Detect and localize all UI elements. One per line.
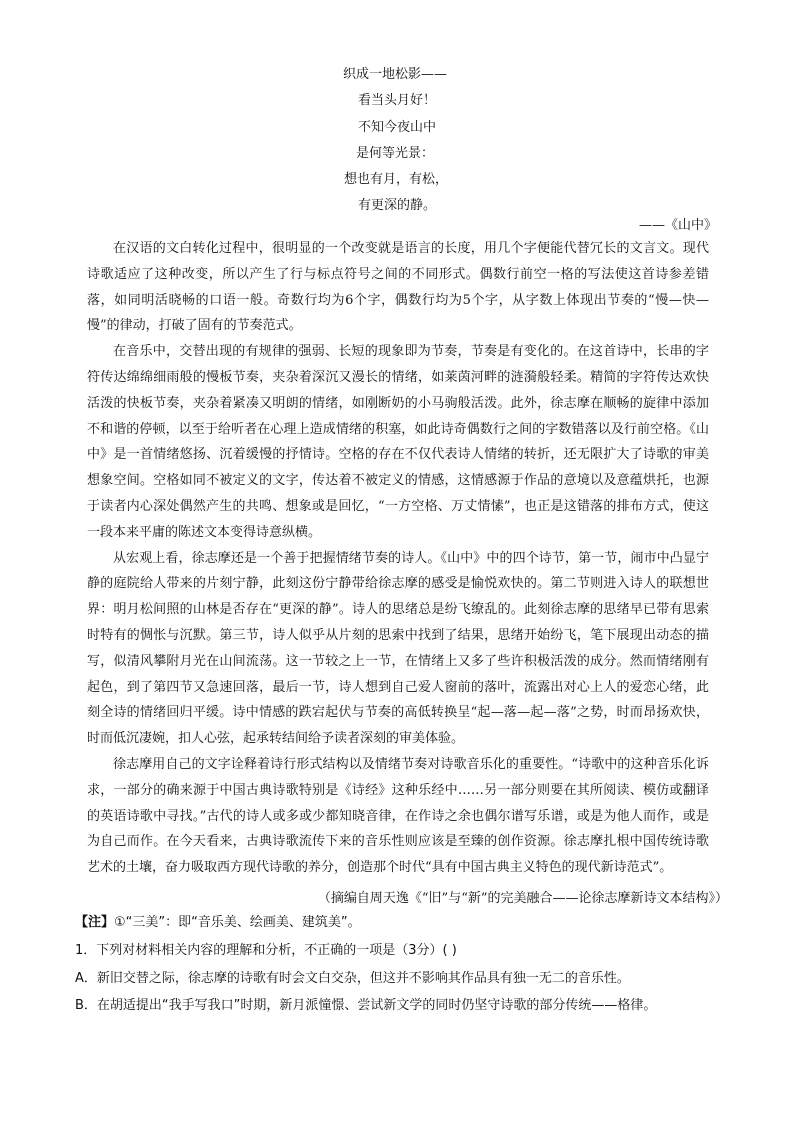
footnote-label: 【注】 — [75, 915, 115, 930]
poem-line: 有更深的静。 — [358, 198, 437, 214]
poem-line: 织成一地松影—— — [343, 67, 448, 82]
poem-line: 不知今夜山中 — [358, 119, 437, 135]
article-paragraph: 在汉语的文白转化过程中，很明显的一个改变就是语言的长度，用几个字便能代替冗长的文言文。现代诗歌适应了这种改变，所以产生了行与标点符号之间的不同形式。偶数行前空一格的写法使这首诗参差错落，如同明活晓畅的口语一般。奇数行均为6个字，偶数行均为5个字，从字数上体现出节奏的“慢—快—慢”的律动，打破了固有的节奏范式。 — [87, 241, 709, 334]
poem-source: ——《山中》 — [638, 218, 717, 233]
question-option-a: A．新旧交替之际，徐志摩的诗歌有时会文白交杂，但这并不影响其作品具有独一无二的音乐性。 — [75, 971, 630, 986]
footnote — [75, 911, 361, 930]
poem-line: 是何等光景： — [356, 145, 435, 161]
article-citation: （摘编自周天逸《“旧”与“新”的完美融合——论徐志摩新诗文本结构》） — [317, 891, 728, 906]
question-stem: 1．下列对材料相关内容的理解和分析，不正确的一项是（3分）( ) — [75, 943, 457, 958]
poem-line: 看当头月好！ — [358, 93, 437, 109]
article-paragraph: 从宏观上看，徐志摩还是一个善于把握情绪节奏的诗人。《山中》中的四个诗节，第一节，闹市中凸显宁静的庭院给人带来的片刻宁静，此刻这份宁静带给徐志摩的感受是愉悦欢快的。第二节则进入诗人的联想世界：明月松间照的山林是否存在“更深的静”。诗人的思绪总是纷飞缭乱的。此刻徐志摩的思绪早已带有思索时特有的惆怅与沉默。第三节，诗人似乎从片刻的思索中找到了结果，思绪开始纷飞，笔下展现出动态的描写，似清风攀附月光在山间流荡。这一节较之上一节，在情绪上又多了些许积极活泼的成分。然而情绪刚有起色，到了第四节又急速回落，最后一节，诗人想到自己爱人窗前的落叶，流露出对心上人的爱恋心绪，此刻全诗的情绪回归平缓。诗中情感的跌宕起伏与节奏的高低转换呈“起—落—起—落”之势，时而昂扬欢快，时而低沉凄婉，扣人心弦，起承转结间给予读者深刻的审美体验。 — [87, 550, 709, 747]
question-option-b: B．在胡适提出“我手写我口”时期，新月派憧憬、尝试新文学的同时仍坚守诗歌的部分传统——格律。 — [75, 998, 657, 1013]
poem-line: 想也有月，有松， — [344, 172, 449, 188]
footnote-text: ①“三美”：即“音乐美、绘画美、建筑美”。 — [114, 915, 361, 930]
article-paragraph: 徐志摩用自己的文字诠释着诗行形式结构以及情绪节奏对诗歌音乐化的重要性。“诗歌中的这种音乐化诉求，一部分的确来源于中国古典诗歌特别是《诗经》这种乐经中……另一部分则要在其所阅读、模仿或翻译的英语诗歌中寻找。”古代的诗人或多或少都知晓音律，在作诗之余也偶尔谱写乐谱，或是为他人而作，或是为自己而作。在今天看来，古典诗歌流传下来的音乐性则应该是至臻的创作资源。徐志摩扎根中国传统诗歌艺术的土壤，奋力吸取西方现代诗歌的养分，创造那个时代“具有中国古典主义特色的现代新诗范式”。 — [87, 756, 709, 876]
poem-excerpt — [0, 62, 794, 220]
article-body — [87, 236, 709, 881]
article-paragraph: 在音乐中，交替出现的有规律的强弱、长短的现象即为节奏，节奏是有变化的。在这首诗中，长串的字符传达绵绵细雨般的慢板节奏，夹杂着深沉又漫长的情绪，如莱茵河畔的涟漪般轻柔。精简的字符传达欢快活泼的快板节奏，夹杂着紧凑又明朗的情绪，如刚断奶的小马驹般活泼。此外，徐志摩在顺畅的旋律中添加不和谐的停顿，以至于给听者在心理上造成情绪的积塞，如此诗奇偶数行之间的字数错落以及行前空格。《山中》是一首情绪悠扬、沉着缓慢的抒情诗。空格的存在不仅代表诗人情绪的转折，还无限扩大了诗歌的审美想象空间。空格如同不被定义的文字，传达着不被定义的情感，这情感源于作品的意境以及意蕴烘托，也源于读者内心深处偶然产生的共鸣、想象或是回忆，“一方空格、万丈情愫”，也正是这错落的排布方式，使这一段本来平庸的陈述文本变得诗意纵横。 — [87, 344, 709, 540]
